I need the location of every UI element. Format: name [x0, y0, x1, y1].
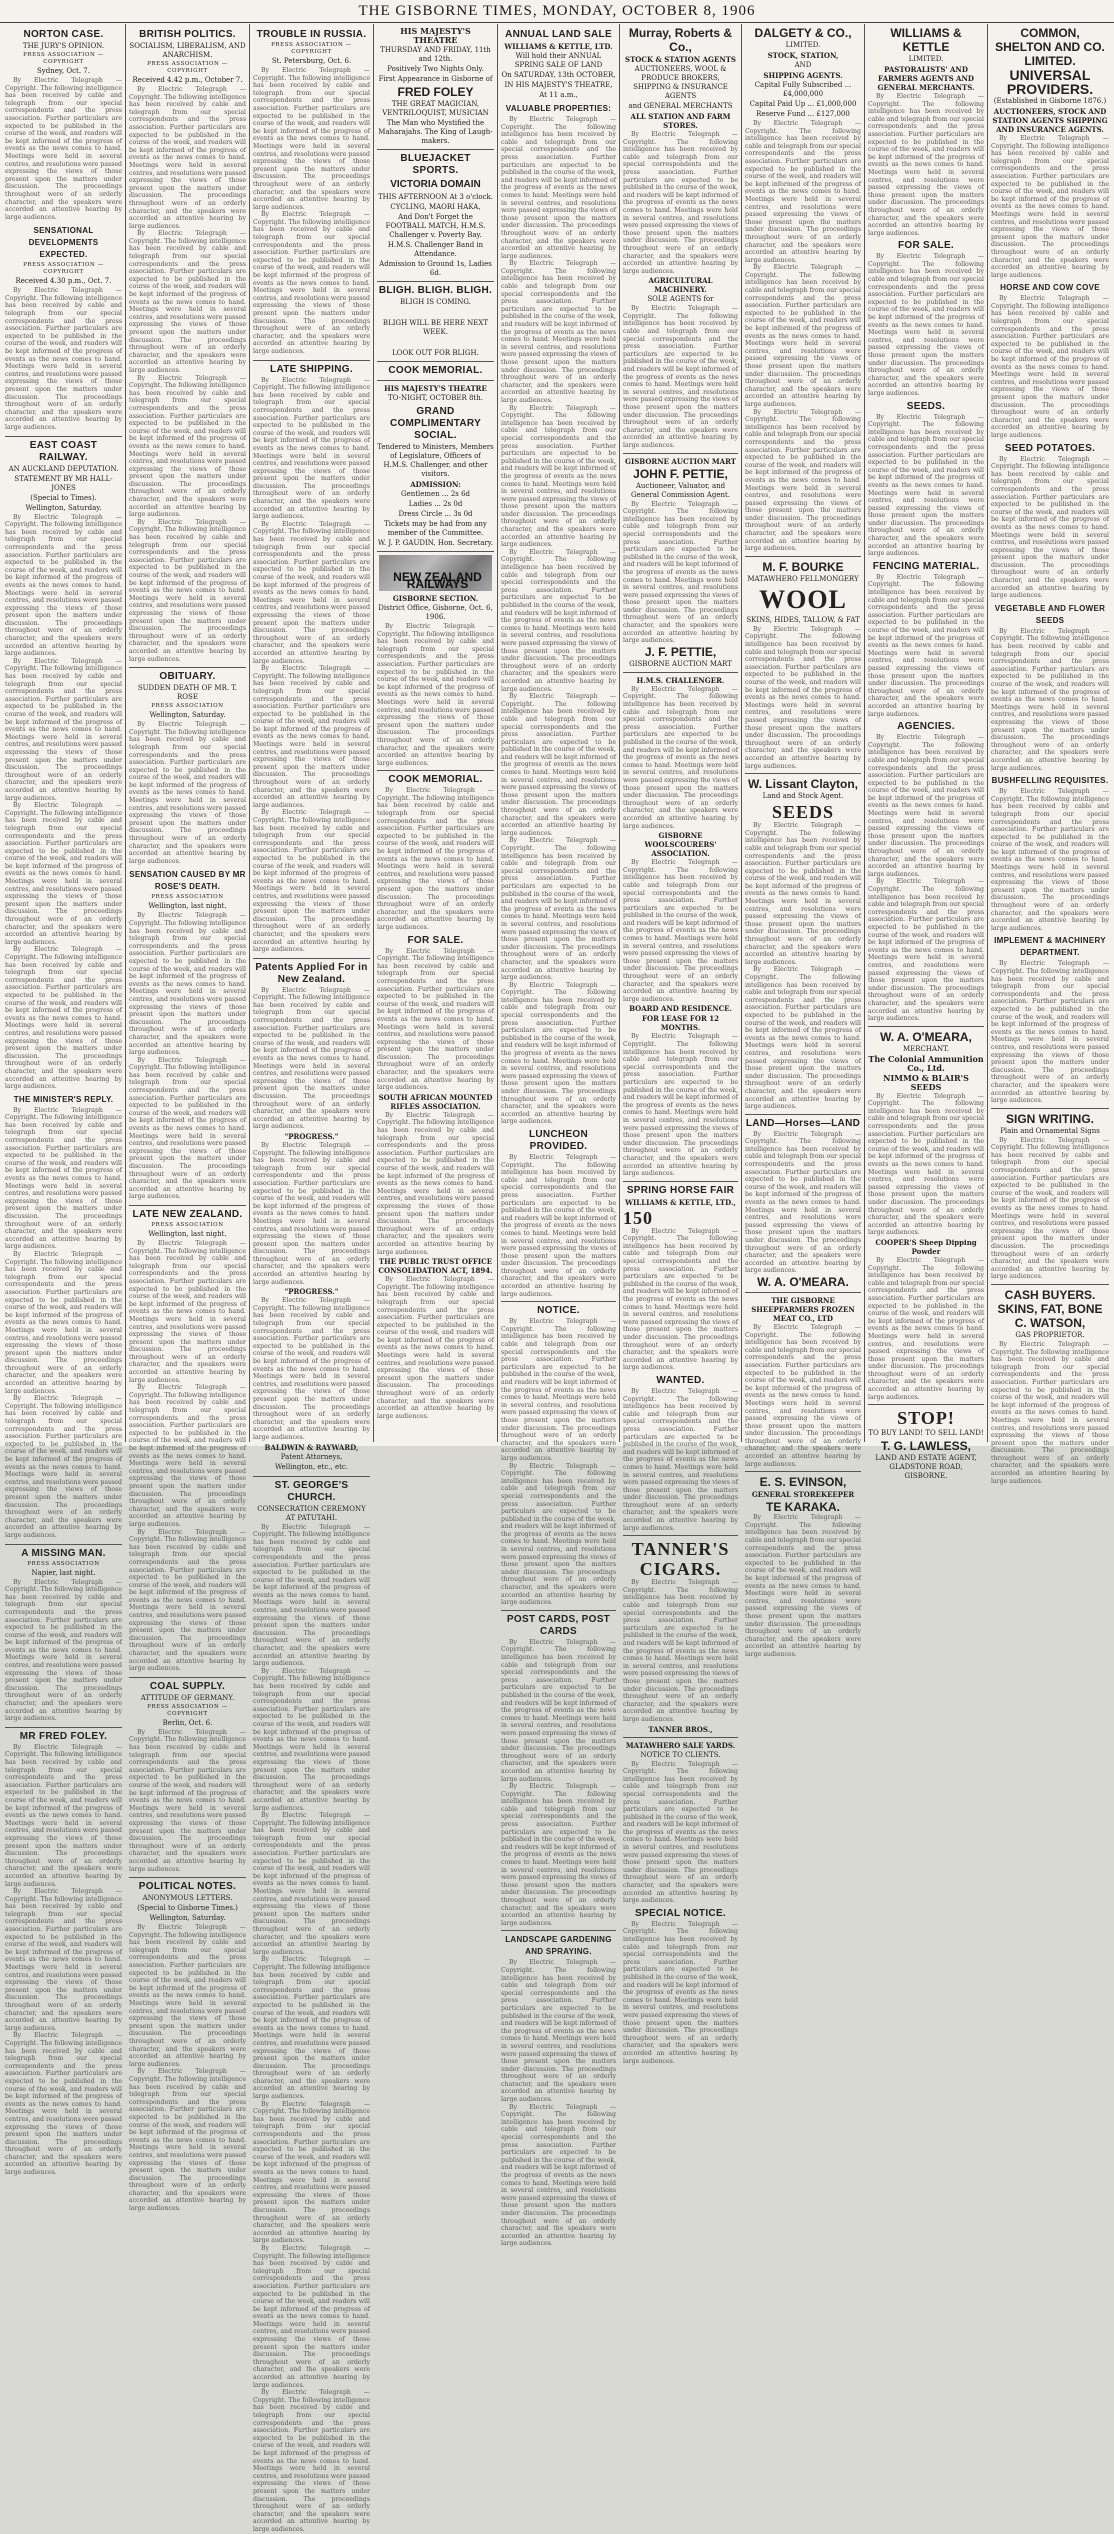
reserve-fund: Reserve Fund ... £127,000 [756, 110, 850, 118]
universal-heading: UNIVERSAL PROVIDERS. [1006, 67, 1094, 97]
body-text: By Electric Telegraph — Copyright. The following intelligence has been received by cable and telegraph from our special correspondents and the press association. Further particulars are expected to be published in the course of the week, and readers will be kept informed of the progress of events as the news comes to hand. Meetings were held in several centres, and resolutions were passed expressing the views of those present upon the matters under discussion. The proceedings throughout were of an orderly character, and the speakers were accorded an attentive hearing by large audiences. [501, 260, 616, 404]
body-text: By Electric Telegraph — Copyright. The following intelligence has been received by cable and telegraph from our special correspondents and the press association. Further particulars are expected to be published in the course of the week, and readers will be kept informed of the progress of events as the news comes to hand. Meetings were held in several centres, and resolutions were passed expressing the views of those present upon the matters under discussion. The proceedings throughout were of an orderly character, and the speakers were accorded an attentive hearing by large audiences. [868, 1256, 984, 1401]
star-sub: THE GREAT MAGICIAN, VENTRILOQUIST, MUSICIAN [382, 100, 489, 117]
price-ladies: Ladies ... 2s 0d [408, 500, 463, 508]
body-text: By Electric Telegraph — Copyright. The following intelligence has been received by cable and telegraph from our special correspondents and the press association. Further particulars are expected to be published in the course of the week, and readers will be kept informed of the progress of events as the news comes to hand. Meetings were held in several centres, and resolutions were passed expressing the views of those present upon the matters under discussion. The proceedings throughout were of an orderly character, and the speakers were accorded an attentive hearing by large audiences. [868, 253, 984, 397]
bligh-out: LOOK OUT FOR BLIGH. [392, 349, 479, 357]
press-line: PRESS ASSOCIATION — COPYRIGHT [147, 1703, 228, 1717]
body-text: By Electric Telegraph — Copyright. The following intelligence has been received by cable and telegraph from our special correspondents and the press association. Further particulars are expected to be published in the course of the week, and readers will be kept informed of the progress of events as the news comes to hand. Meetings were held in several centres, and resolutions were passed expressing the views of those present upon the matters under discussion. The proceedings throughout were of an orderly character, and the speakers were accorded an attentive hearing by large audiences. [253, 2389, 370, 2533]
body-text: By Electric Telegraph — Copyright. The following intelligence has been received by cable and telegraph from our special correspondents and the press association. Further particulars are expected to be published in the course of the week, and readers will be kept informed of the progress of events as the news comes to hand. Meetings were held in several centres, and resolutions were passed expressing the views of those present upon the matters under discussion. The proceedings throughout were of an orderly character, and the speakers were accorded an attentive hearing by large audiences. [991, 455, 1109, 600]
matawhero-heading: MATAWHERO SALE YARDS. [625, 1740, 736, 1750]
social-heading: GRAND COMPLIMENTARY SOCIAL. [389, 406, 482, 441]
tanner-sub: CIGARS. [639, 1559, 722, 1580]
stop-heading: STOP! [897, 1408, 955, 1429]
wk-heading: WILLIAMS & KETTLE [890, 26, 962, 54]
body-text: By Electric Telegraph — Copyright. The following intelligence has been received by cable and telegraph from our special correspondents and the press association. Further particulars are expected to be published in the course of the week, and readers will be kept informed of the progress of events as the news comes to hand. Meetings were held in several centres, and resolutions were passed expressing the views of those present upon the matters under discussion. The proceedings throughout were of an orderly character, and the speakers were accorded an attentive hearing by large audiences. [253, 1141, 370, 1286]
body-text: By Electric Telegraph — Copyright. The following intelligence has been received by cable and telegraph from our special correspondents and the press association. Further particulars are expected to be published in the course of the week, and readers will be kept informed of the progress of events as the news comes to hand. Meetings were held in several centres, and resolutions were passed expressing the views of those present upon the matters under discussion. The proceedings throughout were of an orderly character, and the speakers were accorded an attentive hearing by large audiences. [623, 1387, 738, 1532]
agri-heading: AGRICULTURAL MACHINERY. [648, 276, 713, 295]
admission-label: ADMISSION: [410, 480, 461, 489]
column-2 [126, 26, 249, 2213]
price-dress: Dress Circle ... 3s 0d [398, 510, 473, 518]
column-6 [620, 26, 741, 2065]
body-text: By Electric Telegraph — Copyright. The following intelligence has been received by cable and telegraph from our special correspondents and the press association. Further particulars are expected to be published in the course of the week, and readers will be kept informed of the progress of events as the news comes to hand. Meetings were held in several centres, and resolutions were passed expressing the views of those present upon the matters under discussion. The proceedings throughout were of an orderly character, and the speakers were accorded an attentive hearing by large audiences. [745, 264, 861, 408]
body-text: By Electric Telegraph — Copyright. The following intelligence has been received by cable and telegraph from our special correspondents and the press association. Further particulars are expected to be published in the course of the week, and readers will be kept informed of the progress of events as the news comes to hand. Meetings were held in several centres, and resolutions were passed expressing the views of those present upon the matters under discussion. The proceedings throughout were of an orderly character, and the speakers were accorded an attentive hearing by large audiences. [501, 1783, 616, 1927]
body-text: By Electric Telegraph — Copyright. The following intelligence has been received by cable and telegraph from our special correspondents and the press association. Further particulars are expected to be published in the course of the week, and readers will be kept informed of the progress of events as the news comes to hand. Meetings were held in several centres, and resolutions were passed expressing the views of those present upon the matters under discussion. The proceedings throughout were of an orderly character, and the speakers were accorded an attentive hearing by large audiences. [501, 837, 616, 982]
murray-heading: Murray, Roberts & Co., [628, 26, 733, 54]
implement-heading: IMPLEMENT & MACHINERY DEPARTMENT. [994, 936, 1106, 958]
body-text: By Electric Telegraph — Copyright. The following intelligence has been received by cable and telegraph from our special correspondents and the press association. Further particulars are expected to be published in the course of the week, and readers will be kept informed of the progress of events as the news comes to hand. Meetings were held in several centres, and resolutions were passed expressing the views of those present upon the matters under discussion. The proceedings throughout were of an orderly character, and the speakers were accorded an attentive hearing by large audiences. [623, 1760, 738, 1905]
special-line: (Special to Times). [30, 493, 97, 502]
board-heading: BOARD AND RESIDENCE. [629, 1004, 732, 1014]
subheadline: ANONYMOUS LETTERS. [142, 1894, 233, 1903]
body-text: By Electric Telegraph — Copyright. The following intelligence has been received by cable and telegraph from our special correspondents and the press association. Further particulars are expected to be published in the course of the week, and readers will be kept informed of the progress of events as the news comes to hand. Meetings were held in several centres, and resolutions were passed expressing the views of those present upon the matters under discussion. The proceedings throughout were of an orderly character, and the speakers were accorded an attentive hearing by large audiences. [5, 802, 122, 946]
wk-sub: LIMITED. [908, 55, 944, 63]
fencing-heading: FENCING MATERIAL. [872, 560, 980, 572]
body-text: By Electric Telegraph — Copyright. The following intelligence has been received by cable and telegraph from our special correspondents and the press association. Further particulars are expected to be published in the course of the week, and readers will be kept informed of the progress of events as the news comes to hand. Meetings were held in several centres, and resolutions were passed expressing the views of those present upon the matters under discussion. The proceedings throughout were of an orderly character, and the speakers were accorded an attentive hearing by large audiences. [129, 1239, 246, 1384]
land-sale-sub2: Will hold their ANNUAL SPRING SALE OF LAND [514, 52, 603, 69]
valuable-heading: VALUABLE PROPERTIES: [505, 104, 612, 113]
frozen-heading: THE GISBORNE SHEEPFARMERS FROZEN MEAT CO., LTD [751, 1295, 855, 1323]
cooper-heading: COOPER'S Sheep Dipping Powder [875, 1237, 977, 1256]
body-text: By Electric Telegraph — Copyright. The following intelligence has been received by cable and telegraph from our special correspondents and the press association. Further particulars are expected to be published in the course of the week, and readers will be kept informed of the progress of events as the news comes to hand. Meetings were held in several centres, and resolutions were passed expressing the views of those present upon the matters under discussion. The proceedings throughout were of an orderly character, and the speakers were accorded an attentive hearing by large audiences. [253, 809, 370, 954]
omeara-heading: W. A. O'MEARA. [757, 1274, 849, 1289]
tanner-heading: TANNER'S [631, 1539, 730, 1560]
body-text: By Electric Telegraph — Copyright. The following intelligence has been received by cable and telegraph from our special correspondents and the press association. Further particulars are expected to be published in the course of the week, and readers will be kept informed of the progress of events as the news comes to hand. Meetings were held in several centres, and resolutions were passed expressing the views of those present upon the matters under discussion. The proceedings throughout were of an orderly character, and the speakers were accorded an attentive hearing by large audiences. [501, 2103, 616, 2248]
sign-heading: SIGN WRITING. [1006, 1111, 1094, 1126]
column-3 [250, 26, 373, 2533]
land-sale-sub5: At 11 a.m., [539, 91, 578, 99]
body-text: By Electric Telegraph — Copyright. The following intelligence has been received by cable and telegraph from our special correspondents and the press association. Further particulars are expected to be published in the course of the week, and readers will be kept informed of the progress of events as the news comes to hand. Meetings were held in several centres, and resolutions were passed expressing the views of those present upon the matters under discussion. The proceedings throughout were of an orderly character, and the speakers were accorded an attentive hearing by large audiences. [253, 520, 370, 665]
body-text: By Electric Telegraph — Copyright. The following intelligence has been received by cable and telegraph from our special correspondents and the press association. Further particulars are expected to be published in the course of the week, and readers will be kept informed of the progress of events as the news comes to hand. Meetings were held in several centres, and resolutions were passed expressing the views of those present upon the matters under discussion. The proceedings throughout were of an orderly character, and the speakers were accorded an attentive hearing by large audiences. [129, 518, 246, 663]
body-text: By Electric Telegraph — Copyright. The following intelligence has been received by cable and telegraph from our special correspondents and the press association. Further particulars are expected to be published in the course of the week, and readers will be kept informed of the progress of events as the news comes to hand. Meetings were held in several centres, and resolutions were passed expressing the views of those present upon the matters under discussion. The proceedings throughout were of an orderly character, and the speakers were accorded an attentive hearing by large audiences. [623, 131, 738, 275]
skins-heading: SKINS, FAT, BONE [997, 1301, 1103, 1316]
body-text: By Electric Telegraph — Copyright. The following intelligence has been received by cable and telegraph from our special correspondents and the press association. Further particulars are expected to be published in the course of the week, and readers will be kept informed of the progress of events as the news comes to hand. Meetings were held in several centres, and resolutions were passed expressing the views of those present upon the matters under discussion. The proceedings throughout were of an orderly character, and the speakers were accorded an attentive hearing by large audiences. [253, 67, 370, 211]
headline: TROUBLE IN RUSSIA. [256, 29, 367, 40]
body-text: By Electric Telegraph — Copyright. The following intelligence has been received by cable and telegraph from our special correspondents and the press association. Further particulars are expected to be published in the course of the week, and readers will be kept informed of the progress of events as the news comes to hand. Meetings were held in several centres, and resolutions were passed expressing the views of those present upon the matters under discussion. The proceedings throughout were of an orderly character, and the speakers were accorded an attentive hearing by large audiences. [745, 408, 861, 553]
article-late-shipping [253, 364, 370, 954]
dateline: Napier, last night. [31, 1568, 96, 1577]
body-text: By Electric Telegraph — Copyright. The following intelligence has been received by cable and telegraph from our special correspondents and the press association. Further particulars are expected to be published in the course of the week, and readers will be kept informed of the progress of events as the news comes to hand. Meetings were held in several centres, and resolutions were passed expressing the views of those present upon the matters under discussion. The proceedings throughout were of an orderly character, and the speakers were accorded an attentive hearing by large audiences. [377, 787, 494, 931]
masthead: THE GISBORNE TIMES, MONDAY, OCTOBER 8, 1906 [0, 0, 1114, 23]
body-text: By Electric Telegraph — Copyright. The following intelligence has been received by cable and telegraph from our special correspondents and the press association. Further particulars are expected to be published in the course of the week, and readers will be kept informed of the progress of events as the news comes to hand. Meetings were held in several centres, and resolutions were passed expressing the views of those present upon the matters under discussion. The proceedings throughout were of an orderly character, and the speakers were accorded an attentive hearing by large audiences. [5, 1578, 122, 1723]
wool-heading: WOOL [759, 584, 847, 614]
headline: OBITUARY. [159, 671, 216, 683]
railways-title: NEW ZEALAND RAILWAYS [393, 569, 482, 592]
article-british-politics [129, 29, 246, 663]
wanted-heading: WANTED. [656, 1374, 705, 1386]
bourke-sub: MATAWHERO FELLMONGERY [747, 574, 859, 583]
column-1 [2, 26, 125, 2177]
tanner-bros: TANNER BROS., [648, 1724, 713, 1734]
body-text: By Electric Telegraph — Copyright. The following intelligence has been received by cable and telegraph from our special correspondents and the press association. Further particulars are expected to be published in the course of the week, and readers will be kept informed of the progress of events as the news comes to hand. Meetings were held in several centres, and resolutions were passed expressing the views of those present upon the matters under discussion. The proceedings throughout were of an orderly character, and the speakers were accorded an attentive hearing by large audiences. [129, 2068, 246, 2213]
theatre-heading: HIS MAJESTY'S THEATRE [400, 26, 471, 45]
headline: POLITICAL NOTES. [138, 1881, 237, 1893]
social-sub: Tendered to Ministers, Members of Legislature, Officers of H.M.S. Challenger, and other visitors. [377, 443, 494, 478]
murray-sub4: ALL STATION AND FARM STORES. [630, 112, 731, 130]
horse-fair-sub: WILLIAMS & KETTLE, LTD., [625, 1197, 736, 1207]
body-text: By Electric Telegraph — Copyright. The following intelligence has been received by cable and telegraph from our special correspondents and the press association. Further particulars are expected to be published in the course of the week, and readers will be kept informed of the progress of events as the news comes to hand. Meetings were held in several centres, and resolutions were passed expressing the views of those present upon the matters under discussion. The proceedings throughout were of an orderly character, and the speakers were accorded an attentive hearing by large audiences. [253, 665, 370, 809]
body-text: By Electric Telegraph — Copyright. The following intelligence has been received by cable and telegraph from our special correspondents and the press association. Further particulars are expected to be published in the course of the week, and readers will be kept informed of the progress of events as the news comes to hand. Meetings were held in several centres, and resolutions were passed expressing the views of those present upon the matters under discussion. The proceedings throughout were of an orderly character, and the speakers were accorded an attentive hearing by large audiences. [5, 2032, 122, 2177]
dalgety-sub4: SHIPPING AGENTS. [763, 71, 843, 80]
body-text: By Electric Telegraph — Copyright. The following intelligence has been received by cable and telegraph from our special correspondents and the press association. Further particulars are expected to be published in the course of the week, and readers will be kept informed of the progress of events as the news comes to hand. Meetings were held in several centres, and resolutions were passed expressing the views of those present upon the matters under discussion. The proceedings throughout were of an orderly character, and the speakers were accorded an attentive hearing by large audiences. [745, 120, 861, 264]
body-text: By Electric Telegraph — Copyright. The following intelligence has been received by cable and telegraph from our special correspondents and the press association. Further particulars are expected to be published in the course of the week, and readers will be kept informed of the progress of events as the news comes to hand. Meetings were held in several centres, and resolutions were passed expressing the views of those present upon the matters under discussion. The proceedings throughout were of an orderly character, and the speakers were accorded an attentive hearing by large audiences. [745, 1130, 861, 1275]
body-text: By Electric Telegraph — Copyright. The following intelligence has been received by cable and telegraph from our special correspondents and the press association. Further particulars are expected to be published in the course of the week, and readers will be kept informed of the progress of events as the news comes to hand. Meetings were held in several centres, and resolutions were passed expressing the views of those present upon the matters under discussion. The proceedings throughout were of an orderly character, and the speakers were accorded an attentive hearing by large audiences. [253, 1956, 370, 2101]
body-text: By Electric Telegraph — Copyright. The following intelligence has been received by cable and telegraph from our special correspondents and the press association. Further particulars are expected to be published in the course of the week, and readers will be kept informed of the progress of events as the news comes to hand. Meetings were held in several centres, and resolutions were passed expressing the views of those present upon the matters under discussion. The proceedings throughout were of an orderly character, and the speakers were accorded an attentive hearing by large audiences. [501, 693, 616, 837]
seeds-heading: SEEDS. [906, 400, 946, 412]
body-text: By Electric Telegraph — Copyright. The following intelligence has been received by cable and telegraph from our special correspondents and the press association. Further particulars are expected to be published in the course of the week, and readers will be kept informed of the progress of events as the news comes to hand. Meetings were held in several centres, and resolutions were passed expressing the views of those present upon the matters under discussion. The proceedings throughout were of an orderly character, and the speakers were accorded an attentive hearing by large audiences. [129, 1924, 246, 2068]
dateline: St. Petersburg, Oct. 6. [271, 57, 352, 65]
dalgety-sub2: STOCK, STATION, [767, 51, 839, 60]
lawless-sub: LAND AND ESTATE AGENT, GLADSTONE ROAD, GISBORNE. [875, 1454, 977, 1481]
article-obituary [129, 671, 246, 865]
subheadline: STATEMENT BY MR HALL-JONES [14, 474, 113, 492]
horse-cow-heading: HORSE AND COW COVE [1000, 283, 1100, 293]
subheadline: SOCIALISM, LIBERALISM, AND ANARCHISM. [129, 42, 246, 59]
body-text: By Electric Telegraph — Copyright. The following intelligence has been received by cable and telegraph from our special correspondents and the press association. Further particulars are expected to be published in the course of the week, and readers will be kept informed of the progress of events as the news comes to hand. Meetings were held in several centres, and resolutions were passed expressing the views of those present upon the matters under discussion. The proceedings throughout were of an orderly character, and the speakers were accorded an attentive hearing by large audiences. [501, 1462, 616, 1607]
capital-paid: Capital Paid Up ... £1,000,000 [749, 100, 857, 108]
body-text: By Electric Telegraph — Copyright. The following intelligence has been received by cable and telegraph from our special correspondents and the press association. Further particulars are expected to be published in the course of the week, and readers will be kept informed of the progress of events as the news comes to hand. Meetings were held in several centres, and resolutions were passed expressing the views of those present upon the matters under discussion. The proceedings throughout were of an orderly character, and the speakers were accorded an attentive hearing by large audiences. [253, 211, 370, 355]
matawhero-sub: NOTICE TO CLIENTS. [640, 1750, 721, 1759]
bligh-here: BLIGH WILL BE HERE NEXT WEEK. [382, 319, 489, 336]
land-sale-heading: ANNUAL LAND SALE [505, 29, 612, 40]
headline: BRITISH POLITICS. [139, 29, 236, 40]
bluejacket-heading: BLUEJACKET SPORTS. [400, 153, 471, 176]
cook-heading: COOK MEMORIAL. [388, 365, 483, 376]
body-text: By Electric Telegraph — Copyright. The following intelligence has been received by cable and telegraph from our special correspondents and the press association. Further particulars are expected to be published in the course of the week, and readers will be kept informed of the progress of events as the news comes to hand. Meetings were held in several centres, and resolutions were passed expressing the views of those present upon the matters under discussion. The proceedings throughout were of an orderly character, and the speakers were accorded an attentive hearing by large audiences. [5, 1106, 122, 1251]
body-text: By Electric Telegraph — Copyright. The following intelligence has been received by cable and telegraph from our special correspondents and the press association. Further particulars are expected to be published in the course of the week, and readers will be kept informed of the progress of events as the news comes to hand. Meetings were held in several centres, and resolutions were passed expressing the views of those present upon the matters under discussion. The proceedings throughout were of an orderly character, and the speakers were accorded an attentive hearing by large audiences. [129, 721, 246, 865]
headline: SENSATION CAUSED BY MR ROSE'S DEATH. [129, 870, 246, 892]
headline: EAST COAST RAILWAY. [29, 439, 98, 463]
body-text: By Electric Telegraph — Copyright. The following intelligence has been received by cable and telegraph from our special correspondents and the press association. Further particulars are expected to be published in the course of the week, and readers will be kept informed of the progress of events as the news comes to hand. Meetings were held in several centres, and resolutions were passed expressing the views of those present upon the matters under discussion. The proceedings throughout were of an orderly character, and the speakers were accorded an attentive hearing by large audiences. [623, 500, 738, 645]
body-text: By Electric Telegraph — Copyright. The following intelligence has been received by cable and telegraph from our special correspondents and the press association. Further particulars are expected to be published in the course of the week, and readers will be kept informed of the progress of events as the news comes to hand. Meetings were held in several centres, and resolutions were passed expressing the views of those present upon the matters under discussion. The proceedings throughout were of an orderly character, and the speakers were accorded an attentive hearing by large audiences. [501, 1318, 616, 1462]
bourke-heading: M. F. BOURKE [762, 559, 844, 574]
body-text: By Electric Telegraph — Copyright. The following intelligence has been received by cable and telegraph from our special correspondents and the press association. Further particulars are expected to be published in the course of the week, and readers will be kept informed of the progress of events as the news comes to hand. Meetings were held in several centres, and resolutions were passed expressing the views of those present upon the matters under discussion. The proceedings throughout were of an orderly character, and the speakers were accorded an attentive hearing by large audiences. [5, 513, 122, 658]
body-text: By Electric Telegraph — Copyright. The following intelligence has been received by cable and telegraph from our special correspondents and the press association. Further particulars are expected to be published in the course of the week, and readers will be kept informed of the progress of events as the news comes to hand. Meetings were held in several centres, and resolutions were passed expressing the views of those present upon the matters under discussion. The proceedings throughout were of an orderly character, and the speakers were accorded an attentive hearing by large audiences. [501, 548, 616, 693]
dalgety-sub3: AND [794, 61, 812, 69]
challenger-heading: H.M.S. CHALLENGER. [636, 675, 725, 685]
omeara-heading: W. A. O'MEARA, [880, 1029, 972, 1044]
article-norton-case [5, 29, 122, 221]
dateline: Wellington, Saturday. [149, 1914, 226, 1923]
dateline: Wellington, last night. [148, 1229, 227, 1238]
body-text: By Electric Telegraph — Copyright. The following intelligence has been received by cable and telegraph from our special correspondents and the press association. Further particulars are expected to be published in the course of the week, and readers will be kept informed of the progress of events as the news comes to hand. Meetings were held in several centres, and resolutions were passed expressing the views of those present upon the matters under discussion. The proceedings throughout were of an orderly character, and the speakers were accorded an attentive hearing by large audiences. [868, 413, 984, 558]
common-heading: COMMON, SHELTON AND CO. LIMITED. [995, 26, 1105, 68]
headline: Patents Applied For in New Zealand. [255, 961, 368, 985]
dalgety-heading: DALGETY & CO., [754, 26, 852, 40]
article-trouble-russia [253, 29, 370, 356]
body-text: By Electric Telegraph — Copyright. The following intelligence has been received by cable and telegraph from our special correspondents and the press association. Further particulars are expected to be published in the course of the week, and readers will be kept informed of the progress of events as the news comes to hand. Meetings were held in several centres, and resolutions were passed expressing the views of those present upon the matters under discussion. The proceedings throughout were of an orderly character, and the speakers were accorded an attentive hearing by large audiences. [501, 1153, 616, 1298]
nzr-sub: GISBORNE SECTION. [392, 594, 479, 603]
headline: ST. GEORGE'S CHURCH. [274, 1479, 349, 1503]
body-text: By Electric Telegraph — Copyright. The following intelligence has been received by cable and telegraph from our special correspondents and the press association. Further particulars are expected to be published in the course of the week, and readers will be kept informed of the progress of events as the news comes to hand. Meetings were held in several centres, and resolutions were passed expressing the views of those present upon the matters under discussion. The proceedings throughout were of an orderly character, and the speakers were accorded an attentive hearing by large audiences. [991, 960, 1109, 1105]
dateline: Wellington, Saturday. [25, 503, 102, 512]
body-text: By Electric Telegraph — Copyright. The following intelligence has been received by cable and telegraph from our special correspondents and the press association. Further particulars are expected to be published in the course of the week, and readers will be kept informed of the progress of events as the news comes to hand. Meetings were held in several centres, and resolutions were passed expressing the views of those present upon the matters under discussion. The proceedings throughout were of an orderly character, and the speakers were accorded an attentive hearing by large audiences. [501, 1638, 616, 1783]
column-8 [865, 26, 987, 1481]
body-text: By Electric Telegraph — Copyright. The following intelligence has been received by cable and telegraph from our special correspondents and the press association. Further particulars are expected to be published in the course of the week, and readers will be kept informed of the progress of events as the news comes to hand. Meetings were held in several centres, and resolutions were passed expressing the views of those present upon the matters under discussion. The proceedings throughout were of an orderly character, and the speakers were accorded an attentive hearing by large audiences. [253, 986, 370, 1131]
theatre2-date: TO-NIGHT, OCTOBER 8th. [388, 394, 483, 402]
domain-heading: VICTORIA DOMAIN [390, 179, 481, 190]
body-text: By Electric Telegraph — Copyright. The following intelligence has been received by cable and telegraph from our special correspondents and the press association. Further particulars are expected to be published in the course of the week, and readers will be kept informed of the progress of events as the news comes to hand. Meetings were held in several centres, and resolutions were passed expressing the views of those present upon the matters under discussion. The proceedings throughout were of an orderly character, and the speakers were accorded an attentive hearing by large audiences. [623, 1033, 738, 1178]
article-political-notes [129, 1881, 246, 2213]
body-text: By Electric Telegraph — Copyright. The following intelligence has been received by cable and telegraph from our special correspondents and the press association. Further particulars are expected to be published in the course of the week, and readers will be kept informed of the progress of events as the news comes to hand. Meetings were held in several centres, and resolutions were passed expressing the views of those present upon the matters under discussion. The proceedings throughout were of an orderly character, and the speakers were accorded an attentive hearing by large audiences. [745, 822, 861, 966]
subheadline: THE JURY'S OPINION. [22, 42, 105, 50]
special-line: (Special to Gisborne Times.) [137, 1904, 238, 1913]
column-5 [498, 26, 619, 2248]
woolscour-heading: GISBORNE WOOLSCOURERS' ASSOCIATION. [644, 831, 717, 859]
dateline: Berlin, Oct. 6. [162, 1718, 213, 1727]
article-coal-supply [129, 1681, 246, 1873]
body-text: By Electric Telegraph — Copyright. The following intelligence has been received by cable and telegraph from our special correspondents and the press association. Further particulars are expected to be published in the course of the week, and readers will be kept informed of the progress of events as the news comes to hand. Meetings were held in several centres, and resolutions were passed expressing the views of those present upon the matters under discussion. The proceedings throughout were of an orderly character, and the speakers were accorded an attentive hearing by large audiences. [5, 1395, 122, 1539]
article-fred-foley [5, 1731, 122, 2177]
article-patents [253, 962, 370, 1472]
theatre-dates: THURSDAY AND FRIDAY, 11th and 12th. [380, 46, 491, 63]
murray-sub3: and GENERAL MERCHANTS [628, 102, 733, 110]
dateline: Wellington, Saturday. [149, 711, 226, 720]
watson-heading: C. WATSON, [1014, 1315, 1086, 1330]
patent-entry: "PROGRESS." [284, 1287, 339, 1297]
body-text: By Electric Telegraph — Copyright. The following intelligence has been received by cable and telegraph from our special correspondents and the press association. Further particulars are expected to be published in the course of the week, and readers will be kept informed of the progress of events as the news comes to hand. Meetings were held in several centres, and resolutions were passed expressing the views of those present upon the matters under discussion. The proceedings throughout were of an orderly character, and the speakers were accorded an attentive hearing by large audiences. [129, 374, 246, 519]
body-text: By Electric Telegraph — Copyright. The following intelligence has been received by cable and telegraph from our special correspondents and the press association. Further particulars are expected to be published in the course of the week, and readers will be kept informed of the progress of events as the news comes to hand. Meetings were held in several centres, and resolutions were passed expressing the views of those present upon the matters under discussion. The proceedings throughout were of an orderly character, and the speakers were accorded an attentive hearing by large audiences. [991, 627, 1109, 772]
signature: W. J. P. GAUDIN, Hon. Secretary. [377, 539, 494, 547]
notice-heading: NOTICE. [537, 1305, 580, 1317]
domain-band: H.M.S. Challenger Band in Attendance. [387, 241, 484, 258]
ships-heading: SOUTH AFRICAN MOUNTED RIFLES ASSOCIATION. [378, 1092, 493, 1111]
domain-sub: THIS AFTERNOON At 3 o'clock. [377, 193, 494, 201]
railways-engraving [379, 555, 492, 591]
bushfelling-heading: BUSHFELLING REQUISITES. [991, 776, 1109, 786]
domain-football: And Don't Forget the FOOTBALL MATCH, H.M.S. Challenger v. Poverty Bay. [385, 213, 486, 239]
evinson-sub: GENERAL STOREKEEPER [751, 1490, 855, 1500]
seed-potatoes-heading: SEED POTATOES. [1004, 442, 1096, 454]
land-sale-sub: WILLIAMS & KETTLE, LTD. [504, 42, 613, 51]
pettie-name: JOHN F. PETTIE, [633, 466, 728, 481]
body-text: By Electric Telegraph — Copyright. The following intelligence has been received by cable and telegraph from our special correspondents and the press association. Further particulars are expected to be published in the course of the week, and readers will be kept informed of the progress of events as the news comes to hand. Meetings were held in several centres, and resolutions were passed expressing the views of those present upon the matters under discussion. The proceedings throughout were of an orderly character, and the speakers were accorded an attentive hearing by large audiences. [253, 2244, 370, 2389]
dalgety-sub: LIMITED. [785, 41, 821, 49]
body-text: By Electric Telegraph — Copyright. The following intelligence has been received by cable and telegraph from our special correspondents and the press association. Further particulars are expected to be published in the course of the week, and readers will be kept informed of the progress of events as the news comes to hand. Meetings were held in several centres, and resolutions were passed expressing the views of those present upon the matters under discussion. The proceedings throughout were of an orderly character, and the speakers were accorded an attentive hearing by large audiences. [623, 305, 738, 449]
pettie-sub: Auctioneer, Valuator, and General Commission Agent. [630, 481, 731, 499]
body-text: By Electric Telegraph — Copyright. The following intelligence has been received by cable and telegraph from our special correspondents and the press association. Further particulars are expected to be published in the course of the week, and readers will be kept informed of the progress of events as the news comes to hand. Meetings were held in several centres, and resolutions were passed expressing the views of those present upon the matters under discussion. The proceedings throughout were of an orderly character, and the speakers were accorded an attentive hearing by large audiences. [623, 685, 738, 830]
evinson-heading: E. S. EVINSON, [759, 1475, 847, 1490]
pettie2-name: J. F. PETTIE, [644, 644, 717, 659]
karaka-heading: TE KARAKA. [766, 1500, 840, 1515]
body-text: By Electric Telegraph — Copyright. The following intelligence has been received by cable and telegraph from our special correspondents and the press association. Further particulars are expected to be published in the course of the week, and readers will be kept informed of the progress of events as the news comes to hand. Meetings were held in several centres, and resolutions were passed expressing the views of those present upon the matters under discussion. The proceedings throughout were of an orderly character, and the speakers were accorded an attentive hearing by large audiences. [501, 981, 616, 1126]
body-text: By Electric Telegraph — Copyright. The following intelligence has been received by cable and telegraph from our special correspondents and the press association. Further particulars are expected to be published in the course of the week, and readers will be kept informed of the progress of events as the news comes to hand. Meetings were held in several centres, and resolutions were passed expressing the views of those present upon the matters under discussion. The proceedings throughout were of an orderly character, and the speakers were accorded an attentive hearing by large audiences. [745, 1323, 861, 1468]
body-text: By Electric Telegraph — Copyright. The following intelligence has been received by cable and telegraph from our special correspondents and the press association. Further particulars are expected to be published in the course of the week, and readers will be kept informed of the progress of events as the news comes to hand. Meetings were held in several centres, and resolutions were passed expressing the views of those present upon the matters under discussion. The proceedings throughout were of an orderly character, and the speakers were accorded an attentive hearing by large audiences. [501, 116, 616, 260]
body-text: By Electric Telegraph — Copyright. The following intelligence has been received by cable and telegraph from our special correspondents and the press association. Further particulars are expected to be published in the course of the week, and readers will be kept informed of the progress of events as the news comes to hand. Meetings were held in several centres, and resolutions were passed expressing the views of those present upon the matters under discussion. The proceedings throughout were of an orderly character, and the speakers were accorded an attentive hearing by large audiences. [5, 1743, 122, 1888]
theatre-first: First Appearance in Gisborne of [378, 75, 493, 83]
article-st-georges [253, 1480, 370, 2534]
body-text: By Electric Telegraph — Copyright. The following intelligence has been received by cable and telegraph from our special correspondents and the press association. Further particulars are expected to be published in the course of the week, and readers will be kept informed of the progress of events as the news comes to hand. Meetings were held in several centres, and resolutions were passed expressing the views of those present upon the matters under discussion. The proceedings throughout were of an orderly character, and the speakers were accorded an attentive hearing by large audiences. [991, 1340, 1109, 1485]
seeds-heading: SEEDS [771, 802, 835, 823]
forsale-heading: FOR SALE. [407, 934, 464, 946]
luncheon-heading: LUNCHEON PROVIDED. [528, 1128, 589, 1152]
press-line: PRESS ASSOCIATION — COPYRIGHT [23, 52, 104, 65]
body-text: By Electric Telegraph — Copyright. The following intelligence has been received by cable and telegraph from our special correspondents and the press association. Further particulars are expected to be published in the course of the week, and readers will be kept informed of the progress of events as the news comes to hand. Meetings were held in several centres, and resolutions were passed expressing the views of those present upon the matters under discussion. The proceedings throughout were of an orderly character, and the speakers were accorded an attentive hearing by large audiences. [991, 1136, 1109, 1281]
headline: A MISSING MAN. [21, 1547, 106, 1559]
body-text: By Electric Telegraph — Copyright. The following intelligence has been received by cable and telegraph from our special correspondents and the press association. Further particulars are expected to be published in the course of the week, and readers will be kept informed of the progress of events as the news comes to hand. Meetings were held in several centres, and resolutions were passed expressing the views of those present upon the matters under discussion. The proceedings throughout were of an orderly character, and the speakers were accorded an attentive hearing by large audiences. [5, 77, 122, 221]
headline: SENSATIONAL DEVELOPMENTS EXPECTED. [28, 226, 99, 260]
body-text: By Electric Telegraph — Copyright. The following intelligence has been received by cable and telegraph from our special correspondents and the press association. Further particulars are expected to be published in the course of the week, and readers will be kept informed of the progress of events as the news comes to hand. Meetings were held in several centres, and resolutions were passed expressing the views of those present upon the matters under discussion. The proceedings throughout were of an orderly character, and the speakers were accorded an attentive hearing by large audiences. [501, 404, 616, 549]
mart-heading: GISBORNE AUCTION MART [624, 456, 737, 466]
body-text: By Electric Telegraph — Copyright. The following intelligence has been received by cable and telegraph from our special correspondents and the press association. Further particulars are expected to be published in the course of the week, and readers will be kept informed of the progress of events as the news comes to hand. Meetings were held in several centres, and resolutions were passed expressing the views of those present upon the matters under discussion. The proceedings throughout were of an orderly character, and the speakers were accorded an attentive hearing by large audiences. [623, 1579, 738, 1723]
body-text: By Electric Telegraph — Copyright. The following intelligence has been received by cable and telegraph from our special correspondents and the press association. Further particulars are expected to be published in the course of the week, and readers will be kept informed of the progress of events as the news comes to hand. Meetings were held in several centres, and resolutions were passed expressing the views of those present upon the matters under discussion. The proceedings throughout were of an orderly character, and the speakers were accorded an attentive hearing by large audiences. [868, 878, 984, 1023]
body-text: By Electric Telegraph — Copyright. The following intelligence has been received by cable and telegraph from our special correspondents and the press association. Further particulars are expected to be published in the course of the week, and readers will be kept informed of the progress of events as the news comes to hand. Meetings were held in several centres, and resolutions were passed expressing the views of those present upon the matters under discussion. The proceedings throughout were of an orderly character, and the speakers were accorded an attentive hearing by large audiences. [129, 86, 246, 230]
body-text: By Electric Telegraph — Copyright. The following intelligence has been received by cable and telegraph from our special correspondents and the press association. Further particulars are expected to be published in the course of the week, and readers will be kept informed of the progress of events as the news comes to hand. Meetings were held in several centres, and resolutions were passed expressing the views of those present upon the matters under discussion. The proceedings throughout were of an orderly character, and the speakers were accorded an attentive hearing by large audiences. [253, 1812, 370, 1956]
capital-line: Capital Fully Subscribed ... £4,000,000 [754, 81, 852, 98]
body-text: By Electric Telegraph — Copyright. The following intelligence has been received by cable and telegraph from our special correspondents and the press association. Further particulars are expected to be published in the course of the week, and readers will be kept informed of the progress of events as the news comes to hand. Meetings were held in several centres, and resolutions were passed expressing the views of those present upon the matters under discussion. The proceedings throughout were of an orderly character, and the speakers were accorded an attentive hearing by large audiences. [868, 1092, 984, 1237]
domain-admission: Admission to Ground 1s, Ladies 6d. [379, 260, 492, 277]
price-gentlemen: Gentlemen ... 2s 6d [400, 490, 471, 498]
omeara-sub: MERCHANT. [902, 1044, 950, 1053]
forsale-heading: FOR SALE. [897, 240, 955, 252]
dateline: Wellington, last night. [148, 902, 227, 911]
headline: LATE NEW ZEALAND. [132, 1208, 243, 1220]
body-text: By Electric Telegraph — Copyright. The following intelligence has been received by cable and telegraph from our special correspondents and the press association. Further particulars are expected to be published in the course of the week, and readers will be kept informed of the progress of events as the news comes to hand. Meetings were held in several centres, and resolutions were passed expressing the views of those present upon the matters under discussion. The proceedings throughout were of an orderly character, and the speakers were accorded an attentive hearing by large audiences. [868, 573, 984, 718]
attorney-city: Wellington, etc., etc. [274, 1462, 349, 1471]
body-text: By Electric Telegraph — Copyright. The following intelligence has been received by cable and telegraph from our special correspondents and the press association. Further particulars are expected to be published in the course of the week, and readers will be kept informed of the progress of events as the news comes to hand. Meetings were held in several centres, and resolutions were passed expressing the views of those present upon the matters under discussion. The proceedings throughout were of an orderly character, and the speakers were accorded an attentive hearing by large audiences. [129, 1056, 246, 1201]
dateline: Received 4.30 p.m., Oct. 7. [15, 277, 112, 286]
lawless-heading: T. G. LAWLESS, [880, 1439, 971, 1454]
body-text: By Electric Telegraph — Copyright. The following intelligence has been received by cable and telegraph from our special correspondents and the press association. Further particulars are expected to be published in the course of the week, and readers will be kept informed of the progress of events as the news comes to hand. Meetings were held in several centres, and resolutions were passed expressing the views of those present upon the matters under discussion. The proceedings throughout were of an orderly character, and the speakers were accorded an attentive hearing by large audiences. [745, 966, 861, 1111]
body-text: By Electric Telegraph — Copyright. The following intelligence has been received by cable and telegraph from our special correspondents and the press association. Further particulars are expected to be published in the course of the week, and readers will be kept informed of the progress of events as the news comes to hand. Meetings were held in several centres, and resolutions were passed expressing the views of those present upon the matters under discussion. The proceedings throughout were of an orderly character, and the speakers were accorded an attentive hearing by large audiences. [5, 657, 122, 802]
body-text: By Electric Telegraph — Copyright. The following intelligence has been received by cable and telegraph from our special correspondents and the press association. Further particulars are expected to be published in the course of the week, and readers will be kept informed of the progress of events as the news comes to hand. Meetings were held in several centres, and resolutions were passed expressing the views of those present upon the matters under discussion. The proceedings throughout were of an orderly character, and the speakers were accorded an attentive hearing by large audiences. [253, 1297, 370, 1441]
headline: COAL SUPPLY. [149, 1680, 226, 1692]
column-9 [988, 26, 1112, 1485]
press-line: PRESS ASSOCIATION — COPYRIGHT [23, 262, 104, 276]
column-4 [374, 26, 497, 1442]
horse-count: 150 [623, 1207, 653, 1228]
pettie2-sub: GISBORNE AUCTION MART [629, 659, 732, 668]
headline: NORTON CASE. [23, 29, 104, 40]
body-text: By Electric Telegraph — Copyright. The following intelligence has been received by cable and telegraph from our special correspondents and the press association. Further particulars are expected to be published in the course of the week, and readers will be kept informed of the progress of events as the news comes to hand. Meetings were held in several centres, and resolutions were passed expressing the views of those present upon the matters under discussion. The proceedings throughout were of an orderly character, and the speakers were accorded an attentive hearing by large audiences. [129, 1728, 246, 1873]
body-text: By Electric Telegraph — Copyright. The following intelligence has been received by cable and telegraph from our special correspondents and the press association. Further particulars are expected to be published in the course of the week, and readers will be kept informed of the progress of events as the news comes to hand. Meetings were held in several centres, and resolutions were passed expressing the views of those present upon the matters under discussion. The proceedings throughout were of an orderly character, and the speakers were accorded an attentive hearing by large audiences. [377, 947, 494, 1092]
murray-sub: STOCK & STATION AGENTS [625, 55, 736, 64]
land-heading: LAND—Horses—LAND [745, 1117, 861, 1129]
body-text: By Electric Telegraph — Copyright. The following intelligence has been received by cable and telegraph from our special correspondents and the press association. Further particulars are expected to be published in the course of the week, and readers will be kept informed of the progress of events as the news comes to hand. Meetings were held in several centres, and resolutions were passed expressing the views of those present upon the matters under discussion. The proceedings throughout were of an orderly character, and the speakers were accorded an attentive hearing by large audiences. [623, 859, 738, 1003]
murray-sub2: AUCTIONEERS, WOOL & PRODUCE BROKERS, SHIPPING & INSURANCE AGENTS [633, 65, 728, 100]
special-heading: SPECIAL NOTICE. [635, 1907, 726, 1919]
universal-sub: (Established in Gisborne 1876.) [993, 97, 1107, 105]
body-text: By Electric Telegraph — Copyright. The following intelligence has been received by cable and telegraph from our special correspondents and the press association. Further particulars are expected to be published in the course of the week, and readers will be kept informed of the progress of events as the news comes to hand. Meetings were held in several centres, and resolutions were passed expressing the views of those present upon the matters under discussion. The proceedings throughout were of an orderly character, and the speakers were accorded an attentive hearing by large audiences. [253, 1523, 370, 1668]
nimmo-heading: NIMMO & BLAIR'S SEEDS [883, 1072, 969, 1092]
body-text: By Electric Telegraph — Copyright. The following intelligence has been received by cable and telegraph from our special correspondents and the press association. Further particulars are expected to be published in the course of the week, and readers will be kept informed of the progress of events as the news comes to hand. Meetings were held in several centres, and resolutions were passed expressing the views of those present upon the matters under discussion. The proceedings throughout were of an orderly character, and the speakers were accorded an attentive hearing by large audiences. [991, 295, 1109, 439]
patent-entry: "PROGRESS." [284, 1131, 339, 1141]
body-text: By Electric Telegraph — Copyright. The following intelligence has been received by cable and telegraph from our special correspondents and the press association. Further particulars are expected to be published in the course of the week, and readers will be kept informed of the progress of events as the news comes to hand. Meetings were held in several centres, and resolutions were passed expressing the views of those present upon the matters under discussion. The proceedings throughout were of an orderly character, and the speakers were accorded an attentive hearing by large audiences. [745, 625, 861, 770]
bligh-heading: BLIGH. BLIGH. BLIGH. [378, 285, 493, 296]
body-text: By Electric Telegraph — Copyright. The following intelligence has been received by cable and telegraph from our special correspondents and the press association. Further particulars are expected to be published in the course of the week, and readers will be kept informed of the progress of events as the news comes to hand. Meetings were held in several centres, and resolutions were passed expressing the views of those present upon the matters under discussion. The proceedings throughout were of an orderly character, and the speakers were accorded an attentive hearing by large audiences. [377, 1111, 494, 1256]
lissant-heading: W. Lissant Clayton, [747, 777, 858, 792]
attorney-sub: Patent Attorneys, [280, 1452, 343, 1461]
body-text: By Electric Telegraph — Copyright. The following intelligence has been received by cable and telegraph from our special correspondents and the press association. Further particulars are expected to be published in the course of the week, and readers will be kept informed of the progress of events as the news comes to hand. Meetings were held in several centres, and resolutions were passed expressing the views of those present upon the matters under discussion. The proceedings throughout were of an orderly character, and the speakers were accorded an attentive hearing by large audiences. [253, 2100, 370, 2245]
body-text: By Electric Telegraph — Copyright. The following intelligence has been received by cable and telegraph from our special correspondents and the press association. Further particulars are expected to be published in the course of the week, and readers will be kept informed of the progress of events as the news comes to hand. Meetings were held in several centres, and resolutions were passed expressing the views of those present upon the matters under discussion. The proceedings throughout were of an orderly character, and the speakers were accorded an attentive hearing by large audiences. [129, 1528, 246, 1673]
wk-sub2: PASTORALISTS' AND FARMERS AGENTS AND GENERAL MERCHANTS. [877, 65, 975, 92]
body-text: By Electric Telegraph — Copyright. The following intelligence has been received by cable and telegraph from our special correspondents and the press association. Further particulars are expected to be published in the course of the week, and readers will be kept informed of the progress of events as the news comes to hand. Meetings were held in several centres, and resolutions were passed expressing the views of those present upon the matters under discussion. The proceedings throughout were of an orderly character, and the speakers were accorded an attentive hearing by large audiences. [5, 1888, 122, 2032]
star-name: FRED FOLEY [397, 85, 474, 99]
stop-sub: TO BUY LAND! TO SELL LAND! [868, 1429, 984, 1438]
body-text: By Electric Telegraph — Copyright. The following intelligence has been received by cable and telegraph from our special correspondents and the press association. Further particulars are expected to be published in the course of the week, and readers will be kept informed of the progress of events as the news comes to hand. Meetings were held in several centres, and resolutions were passed expressing the views of those present upon the matters under discussion. The proceedings throughout were of an orderly character, and the speakers were accorded an attentive hearing by large audiences. [129, 230, 246, 374]
headline: LATE SHIPPING. [270, 363, 353, 375]
subheadline: ATTITUDE OF GERMANY. [140, 1693, 235, 1702]
trust-heading: THE PUBLIC TRUST OFFICE CONSOLIDATION ACT, 1894. [378, 1257, 493, 1276]
body-text: By Electric Telegraph — Copyright. The following intelligence has been received by cable and telegraph from our special correspondents and the press association. Further particulars are expected to be published in the course of the week, and readers will be kept informed of the progress of events as the news comes to hand. Meetings were held in several centres, and resolutions were passed expressing the views of those present upon the matters under discussion. The proceedings throughout were of an orderly character, and the speakers were accorded an attentive hearing by large audiences. [253, 376, 370, 521]
press-line: PRESS ASSOCIATION [27, 1560, 100, 1567]
domain-events: CYCLING, MAORI HAKA, [390, 203, 481, 211]
press-line: PRESS ASSOCIATION [151, 703, 224, 710]
body-text: By Electric Telegraph — Copyright. The following intelligence has been received by cable and telegraph from our special correspondents and the press association. Further particulars are expected to be published in the course of the week, and readers will be kept informed of the progress of events as the news comes to hand. Meetings were held in several centres, and resolutions were passed expressing the views of those present upon the matters under discussion. The proceedings throughout were of an orderly character, and the speakers were accorded an attentive hearing by large audiences. [991, 788, 1109, 932]
body-text: By Electric Telegraph — Copyright. The following intelligence has been received by cable and telegraph from our special correspondents and the press association. Further particulars are expected to be published in the course of the week, and readers will be kept informed of the progress of events as the news comes to hand. Meetings were held in several centres, and resolutions were passed expressing the views of those present upon the matters under discussion. The proceedings throughout were of an orderly character, and the speakers were accorded an attentive hearing by large audiences. [5, 1250, 122, 1395]
theatre2-heading: HIS MAJESTY'S THEATRE [384, 384, 487, 393]
press-line: PRESS ASSOCIATION [151, 894, 224, 901]
headline: MR FRED FOLEY. [19, 1730, 108, 1742]
cook2-heading: COOK MEMORIAL. [388, 774, 483, 786]
body-text: By Electric Telegraph — Copyright. The following intelligence has been received by cable and telegraph from our special correspondents and the press association. Further particulars are expected to be published in the course of the week, and readers will be kept informed of the progress of events as the news comes to hand. Meetings were held in several centres, and resolutions were passed expressing the views of those present upon the matters under discussion. The proceedings throughout were of an orderly character, and the speakers were accorded an attentive hearing by large audiences. [623, 1920, 738, 2065]
body-text: By Electric Telegraph — Copyright. The following intelligence has been received by cable and telegraph from our special correspondents and the press association. Further particulars are expected to be published in the course of the week, and readers will be kept informed of the progress of events as the news comes to hand. Meetings were held in several centres, and resolutions were passed expressing the views of those present upon the matters under discussion. The proceedings throughout were of an orderly character, and the speakers were accorded an attentive hearing by large audiences. [129, 1384, 246, 1528]
body-text: By Electric Telegraph — Copyright. The following intelligence has been received by cable and telegraph from our special correspondents and the press association. Further particulars are expected to be published in the course of the week, and readers will be kept informed of the progress of events as the news comes to hand. Meetings were held in several centres, and resolutions were passed expressing the views of those present upon the matters under discussion. The proceedings throughout were of an orderly character, and the speakers were accorded an attentive hearing by large audiences. [501, 1959, 616, 2104]
theatre-sub: Positively Two Nights Only. [387, 65, 484, 73]
body-text: By Electric Telegraph — Copyright. The following intelligence has been received by cable and telegraph from our special correspondents and the press association. Further particulars are expected to be published in the course of the week, and readers will be kept informed of the progress of events as the news comes to hand. Meetings were held in several centres, and resolutions were passed expressing the views of those present upon the matters under discussion. The proceedings throughout were of an orderly character, and the speakers were accorded an attentive hearing by large audiences. [5, 946, 122, 1091]
sole-agents: SOLE AGENTS for [647, 295, 714, 304]
body-text: By Electric Telegraph — Copyright. The following intelligence has been received by cable and telegraph from our special correspondents and the press association. Further particulars are expected to be published in the course of the week, and readers will be kept informed of the progress of events as the news comes to hand. Meetings were held in several centres, and resolutions were passed expressing the views of those present upon the matters under discussion. The proceedings throughout were of an orderly character, and the speakers were accorded an attentive hearing by large audiences. [129, 912, 246, 1057]
sign-sub: Plain and Ornamental Signs [1000, 1126, 1100, 1135]
veg-seeds-heading: VEGETABLE AND FLOWER SEEDS [994, 603, 1106, 625]
lissant-sub: Land and Stock Agent. [762, 792, 844, 801]
subheadline: AN AUCKLAND DEPUTATION. [8, 464, 119, 473]
watson-sub: GAS PROPRIETOR. [1015, 1330, 1085, 1339]
nzr-dist: District Office, Gisborne, Oct. 6, 1906. [378, 604, 493, 621]
article-sensation [129, 869, 246, 1201]
body-text: By Electric Telegraph — Copyright. The following intelligence has been received by cable and telegraph from our special correspondents and the press association. Further particulars are expected to be published in the course of the week, and readers will be kept informed of the progress of events as the news comes to hand. Meetings were held in several centres, and resolutions were passed expressing the views of those present upon the matters under discussion. The proceedings throughout were of an orderly character, and the speakers were accorded an attentive hearing by large audiences. [377, 1276, 494, 1420]
press-line: PRESS ASSOCIATION [151, 1221, 224, 1228]
column-7 [742, 26, 864, 1658]
land-sale-sub3: On SATURDAY, 13th OCTOBER, [501, 71, 616, 79]
agencies-heading: AGENCIES. [897, 721, 955, 733]
body-text: By Electric Telegraph — Copyright. The following intelligence has been received by cable and telegraph from our special correspondents and the press association. Further particulars are expected to be published in the course of the week, and readers will be kept informed of the progress of events as the news comes to hand. Meetings were held in several centres, and resolutions were passed expressing the views of those present upon the matters under discussion. The proceedings throughout were of an orderly character, and the speakers were accorded an attentive hearing by large audiences. [623, 1227, 738, 1372]
body-text: By Electric Telegraph — Copyright. The following intelligence has been received by cable and telegraph from our special correspondents and the press association. Further particulars are expected to be published in the course of the week, and readers will be kept informed of the progress of events as the news comes to hand. Meetings were held in several centres, and resolutions were passed expressing the views of those present upon the matters under discussion. The proceedings throughout were of an orderly character, and the speakers were accorded an attentive hearing by large audiences. [868, 734, 984, 878]
lease-heading: FOR LEASE FOR 12 MONTHS. [642, 1014, 719, 1033]
tickets-line: Tickets may be had from any member of the Committee. [384, 520, 487, 537]
colonial-heading: The Colonial Ammunition Co., Ltd. [868, 1053, 984, 1073]
body-text: By Electric Telegraph — Copyright. The following intelligence has been received by cable and telegraph from our special correspondents and the press association. Further particulars are expected to be published in the course of the week, and readers will be kept informed of the progress of events as the news comes to hand. Meetings were held in several centres, and resolutions were passed expressing the views of those present upon the matters under discussion. The proceedings throughout were of an orderly character, and the speakers were accorded an attentive hearing by large audiences. [991, 135, 1109, 279]
star-tag: The Man who Mystified the Maharajahs. The King of Laugh-makers. [378, 119, 493, 145]
universal-sub2: AUCTIONEERS, STOCK AND STATION AGENTS SHIPPING AND INSURANCE AGENTS. [992, 107, 1108, 134]
body-text: By Electric Telegraph — Copyright. The following intelligence has been received by cable and telegraph from our special correspondents and the press association. Further particulars are expected to be published in the course of the week, and readers will be kept informed of the progress of events as the news comes to hand. Meetings were held in several centres, and resolutions were passed expressing the views of those present upon the matters under discussion. The proceedings throughout were of an orderly character, and the speakers were accorded an attentive hearing by large audiences. [745, 1514, 861, 1658]
horse-fair-heading: SPRING HORSE FAIR [626, 1184, 735, 1196]
press-line: PRESS ASSOCIATION — COPYRIGHT [147, 61, 228, 74]
article-east-coast-railway [5, 440, 122, 1540]
subheadline: CONSECRATION CEREMONY AT PATUTAHI. [257, 1504, 366, 1522]
dateline: Received 4.42 p.m., October 7. [132, 76, 243, 84]
wool-sub: SKINS, HIDES, TALLOW, & FAT [746, 615, 860, 624]
subheadline: SUDDEN DEATH OF MR. T. ROSE [137, 684, 238, 702]
landscape-heading: LANDSCAPE GARDENING AND SPRAYING. [505, 1935, 612, 1957]
body-text: By Electric Telegraph — Copyright. The following intelligence has been received by cable and telegraph from our special correspondents and the press association. Further particulars are expected to be published in the course of the week, and readers will be kept informed of the progress of events as the news comes to hand. Meetings were held in several centres, and resolutions were passed expressing the views of those present upon the matters under discussion. The proceedings throughout were of an orderly character, and the speakers were accorded an attentive hearing by large audiences. [253, 1667, 370, 1812]
body-text: By Electric Telegraph — Copyright. The following intelligence has been received by cable and telegraph from our special correspondents and the press association. Further particulars are expected to be published in the course of the week, and readers will be kept informed of the progress of events as the news comes to hand. Meetings were held in several centres, and resolutions were passed expressing the views of those present upon the matters under discussion. The proceedings throughout were of an orderly character, and the speakers were accorded an attentive hearing by large audiences. [377, 623, 494, 767]
body-text: By Electric Telegraph — Copyright. The following intelligence has been received by cable and telegraph from our special correspondents and the press association. Further particulars are expected to be published in the course of the week, and readers will be kept informed of the progress of events as the news comes to hand. Meetings were held in several centres, and resolutions were passed expressing the views of those present upon the matters under discussion. The proceedings throughout were of an orderly character, and the speakers were accorded an attentive hearing by large audiences. [5, 287, 122, 431]
body-text: By Electric Telegraph — Copyright. The following intelligence has been received by cable and telegraph from our special correspondents and the press association. Further particulars are expected to be published in the course of the week, and readers will be kept informed of the progress of events as the news comes to hand. Meetings were held in several centres, and resolutions were passed expressing the views of those present upon the matters under discussion. The proceedings throughout were of an orderly character, and the speakers were accorded an attentive hearing by large audiences. [868, 93, 984, 237]
postcards-heading: POST CARDS, POST CARDS [506, 1613, 611, 1637]
headline: THE MINISTER'S REPLY. [13, 1094, 114, 1104]
attorney-name: BALDWIN & RAYWARD, [264, 1442, 359, 1452]
land-sale-sub4: IN HIS MAJESTY'S THEATRE, [504, 81, 613, 89]
article-missing-man [5, 1548, 122, 1723]
bligh-coming: BLIGH IS COMING. [400, 298, 471, 306]
article-sensational [5, 225, 122, 431]
article-late-new-zealand [129, 1209, 246, 1673]
dateline: Sydney, Oct. 7. [37, 67, 90, 75]
press-line: PRESS ASSOCIATION — COPYRIGHT [271, 42, 352, 55]
cash-buyers-heading: CASH BUYERS. [1004, 1287, 1096, 1302]
